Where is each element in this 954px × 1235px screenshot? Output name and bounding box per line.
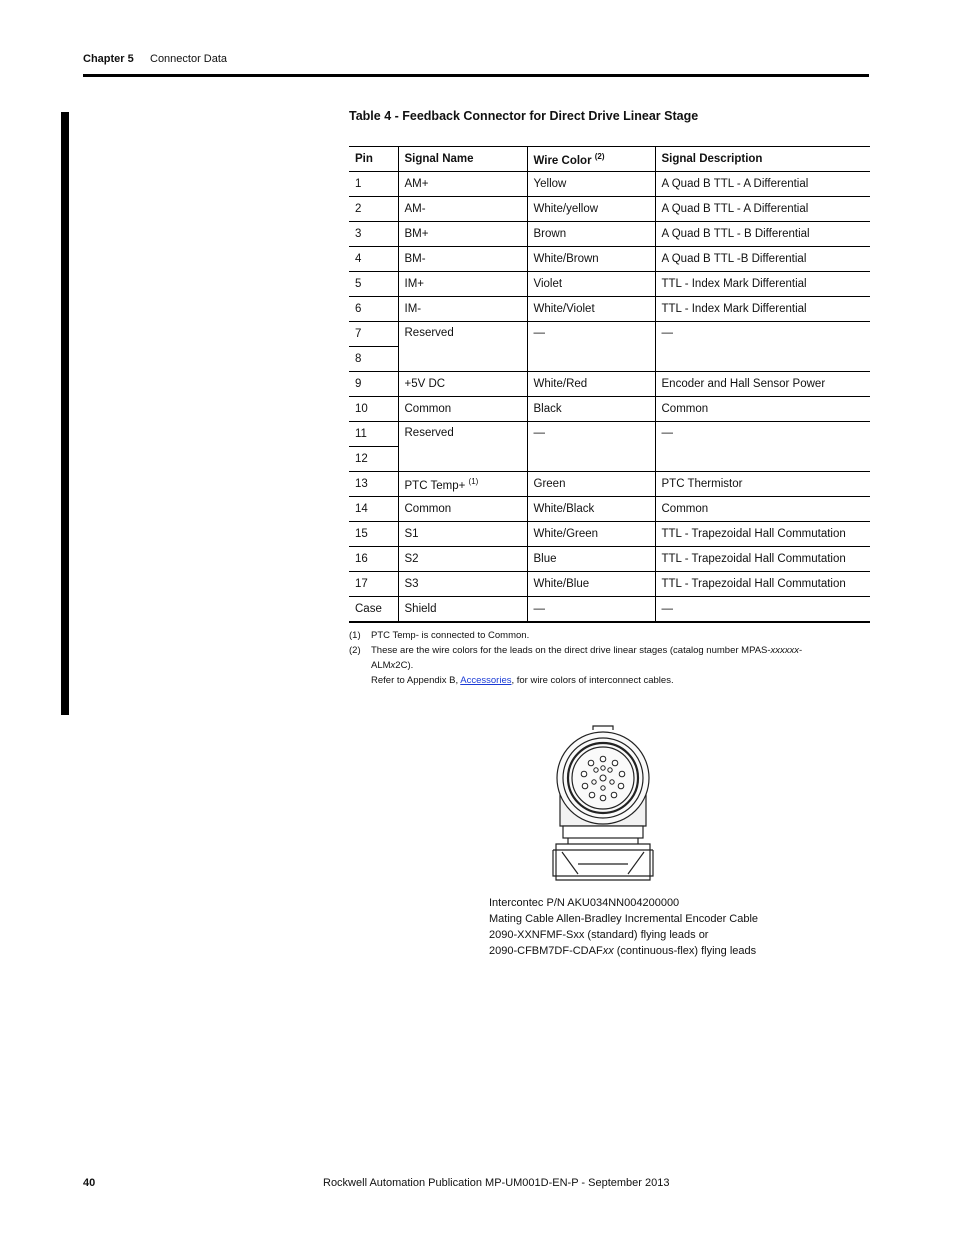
accessories-link[interactable]: Accessories [460, 675, 512, 686]
table-row [349, 397, 870, 422]
pin-cell: 11 [349, 422, 398, 447]
footnote-ref-1: (1) [468, 476, 479, 486]
signal-cell: Common [398, 497, 527, 522]
wire-cell: Blue [527, 547, 655, 572]
chapter-title: Connector Data [150, 53, 228, 65]
wire-cell: Violet [527, 272, 655, 297]
pin-cell: 16 [349, 547, 398, 572]
table-row [349, 372, 870, 397]
table-title: Table 4 - Feedback Connector for Direct Drive Linear Stage [349, 109, 699, 123]
pin-cell: 6 [349, 297, 398, 322]
footnote-2 [349, 643, 831, 688]
header-rule [83, 74, 869, 77]
wire-cell: Green [527, 472, 655, 497]
footnote-number: (1) [349, 630, 361, 641]
pin-cell: 17 [349, 572, 398, 597]
footnote-1 [349, 628, 831, 643]
signal-cell: Reserved [398, 322, 527, 372]
table-row [349, 222, 870, 247]
pin-cell: 9 [349, 372, 398, 397]
pin-cell: 15 [349, 522, 398, 547]
caption-line: Mating Cable Allen-Bradley Incremental Encoder Cable [489, 913, 759, 925]
wire-cell: — [527, 597, 655, 623]
caption-part: 2090-CFBM7DF-CDAF [489, 945, 603, 957]
signal-cell: +5V DC [398, 372, 527, 397]
table-row [349, 547, 870, 572]
signal-cell: IM+ [398, 272, 527, 297]
signal-cell: Reserved [398, 422, 527, 472]
table-row [349, 172, 870, 197]
desc-cell: A Quad B TTL - B Differential [655, 222, 870, 247]
wire-cell: White/Brown [527, 247, 655, 272]
wire-cell: — [527, 322, 655, 372]
wire-cell: Black [527, 397, 655, 422]
col-header-pin: Pin [349, 147, 398, 172]
caption-part: (continuous-flex) flying leads [613, 945, 757, 957]
signal-cell: Common [398, 397, 527, 422]
col-header-wire-color-label: Wire Color [533, 154, 592, 167]
pin-cell: Case [349, 597, 398, 623]
signal-cell [398, 472, 527, 497]
caption-line: 2090-XXNFMF-Sxx (standard) flying leads or [489, 929, 709, 941]
desc-cell: — [655, 597, 870, 623]
desc-cell: A Quad B TTL - A Differential [655, 172, 870, 197]
wire-cell: White/Violet [527, 297, 655, 322]
signal-text: PTC Temp+ [404, 479, 466, 492]
footnote-part: These are the wire colors for the leads on the direct drive linear stages (catalog number MPAS- [371, 645, 771, 656]
table-footnotes [349, 628, 831, 688]
pin-cell: 1 [349, 172, 398, 197]
publication-info: Rockwell Automation Publication MP-UM001D-EN-P - September 2013 [323, 1177, 670, 1189]
wire-cell: Yellow [527, 172, 655, 197]
signal-cell: S2 [398, 547, 527, 572]
desc-cell: — [655, 322, 870, 372]
wire-cell: White/Black [527, 497, 655, 522]
pin-cell: 3 [349, 222, 398, 247]
footnote-text: PTC Temp- is connected to Common. [371, 630, 530, 641]
signal-cell: BM+ [398, 222, 527, 247]
table-row [349, 247, 870, 272]
desc-cell: TTL - Index Mark Differential [655, 297, 870, 322]
desc-cell: A Quad B TTL -B Differential [655, 247, 870, 272]
signal-cell: IM- [398, 297, 527, 322]
table-row [349, 422, 870, 447]
signal-cell: AM+ [398, 172, 527, 197]
wire-cell: Brown [527, 222, 655, 247]
table-row [349, 272, 870, 297]
signal-cell: S1 [398, 522, 527, 547]
chapter-label: Chapter 5 [83, 53, 134, 65]
desc-cell: TTL - Index Mark Differential [655, 272, 870, 297]
table-header-row [349, 147, 870, 172]
caption-line: Intercontec P/N AKU034NN004200000 [489, 897, 680, 909]
pin-cell: 12 [349, 447, 398, 472]
table-row [349, 572, 870, 597]
pin-cell: 14 [349, 497, 398, 522]
footnote-text [371, 643, 831, 688]
table-row [349, 197, 870, 222]
desc-cell: Encoder and Hall Sensor Power [655, 372, 870, 397]
wire-cell: White/Red [527, 372, 655, 397]
table-row [349, 297, 870, 322]
footnote-part: Refer to Appendix B, [371, 675, 461, 686]
footnote-italic: xxxxxx [770, 645, 800, 656]
caption-italic: xx [602, 945, 614, 957]
desc-cell: TTL - Trapezoidal Hall Commutation [655, 522, 870, 547]
wire-cell: White/Green [527, 522, 655, 547]
footnote-part: -ALM [371, 645, 803, 671]
desc-cell: A Quad B TTL - A Differential [655, 197, 870, 222]
signal-cell: Shield [398, 597, 527, 623]
wire-cell: — [527, 422, 655, 472]
pin-cell: 13 [349, 472, 398, 497]
footnote-part: , for wire colors of interconnect cables. [511, 675, 674, 686]
pin-cell: 4 [349, 247, 398, 272]
signal-cell: BM- [398, 247, 527, 272]
side-bar [61, 112, 69, 715]
pin-cell: 8 [349, 347, 398, 372]
desc-cell: Common [655, 397, 870, 422]
col-header-signal-name: Signal Name [398, 147, 527, 172]
footnote-italic: x [390, 660, 396, 671]
page-number: 40 [83, 1177, 96, 1189]
signal-cell: S3 [398, 572, 527, 597]
desc-cell: PTC Thermistor [655, 472, 870, 497]
table-row [349, 597, 870, 623]
pin-cell: 7 [349, 322, 398, 347]
table-row [349, 472, 870, 497]
pin-cell: 2 [349, 197, 398, 222]
col-header-signal-description: Signal Description [655, 147, 870, 172]
footnote-number: (2) [349, 645, 361, 656]
pin-cell: 10 [349, 397, 398, 422]
table-row [349, 522, 870, 547]
desc-cell: Common [655, 497, 870, 522]
col-header-wire-color [527, 147, 655, 172]
pin-cell: 5 [349, 272, 398, 297]
desc-cell: TTL - Trapezoidal Hall Commutation [655, 572, 870, 597]
caption-line [489, 943, 758, 959]
connector-caption [489, 895, 758, 959]
wire-cell: White/yellow [527, 197, 655, 222]
footnote-ref-2: (2) [594, 151, 605, 161]
wire-cell: White/Blue [527, 572, 655, 597]
footnote-part: 2C). [395, 660, 414, 671]
desc-cell: TTL - Trapezoidal Hall Commutation [655, 547, 870, 572]
feedback-connector-table [349, 146, 870, 623]
table-row [349, 322, 870, 347]
signal-cell: AM- [398, 197, 527, 222]
connector-illustration [548, 724, 658, 882]
table-row [349, 497, 870, 522]
desc-cell: — [655, 422, 870, 472]
